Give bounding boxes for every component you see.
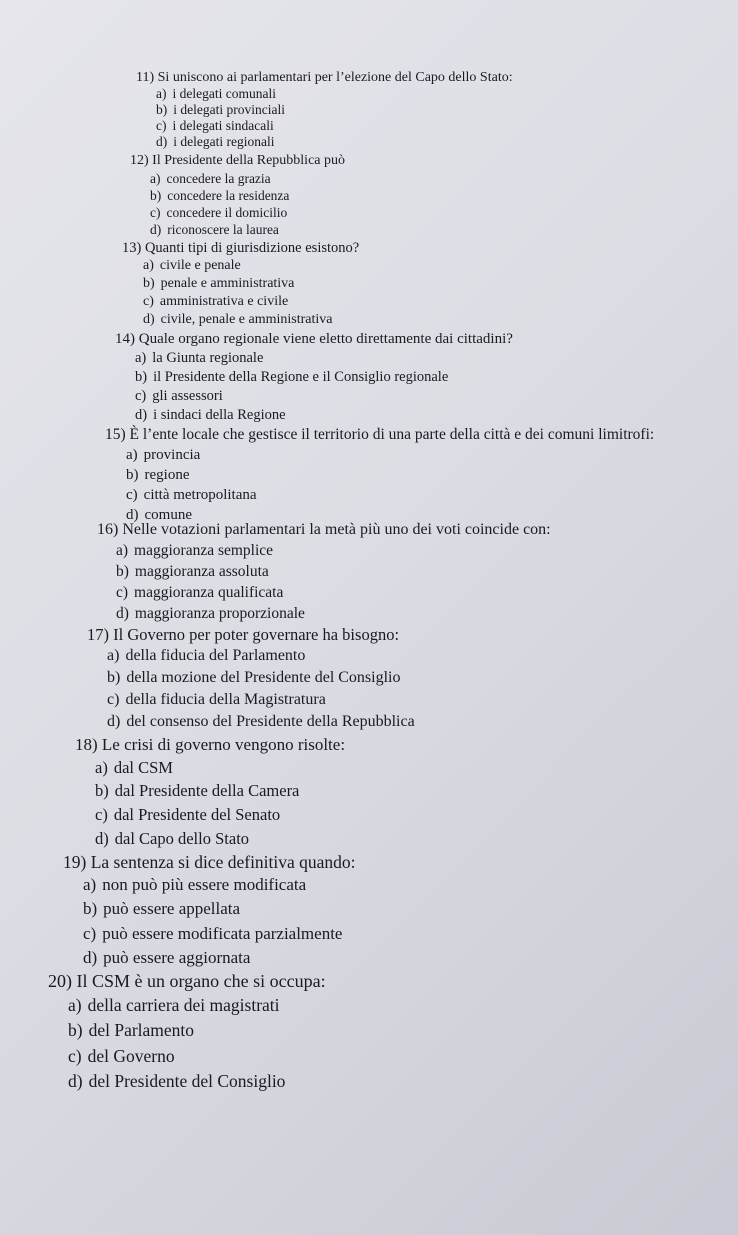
option-12a: a) concedere la grazia [150, 171, 271, 186]
option-16a: a) maggioranza semplice [116, 542, 274, 559]
option-18b: b) dal Presidente della Camera [95, 781, 300, 800]
option-15b: b) regione [126, 467, 190, 483]
option-17a: a) della fiducia del Parlamento [107, 647, 306, 664]
option-20d: d) del Presidente del Consiglio [68, 1071, 286, 1091]
option-11b: b) i delegati provinciali [156, 102, 285, 117]
option-11c: c) i delegati sindacali [156, 118, 274, 133]
question-16: 16) Nelle votazioni parlamentari la metà più uno dei voti coincide con: [97, 521, 551, 538]
option-16d: d) maggioranza proporzionale [116, 605, 305, 622]
option-11a: a) i delegati comunali [156, 86, 276, 101]
question-19: 19) La sentenza si dice definitiva quando: [63, 852, 356, 872]
option-19d: d) può essere aggiornata [83, 948, 251, 967]
option-12c: c) concedere il domicilio [150, 205, 288, 220]
question-18: 18) Le crisi di governo vengono risolte: [75, 735, 346, 754]
question-20: 20) Il CSM è un organo che si occupa: [48, 971, 326, 991]
option-18d: d) dal Capo dello Stato [95, 829, 250, 848]
option-15d: d) comune [126, 507, 192, 523]
option-19a: a) non può più essere modificata [83, 875, 307, 894]
option-14b: b) il Presidente della Regione e il Consiglio regionale [135, 369, 449, 385]
question-11: 11) Si uniscono ai parlamentari per l’elezione del Capo dello Stato: [136, 70, 513, 85]
option-17d: d) del consenso del Presidente della Repubblica [107, 713, 415, 730]
question-14: 14) Quale organo regionale viene eletto direttamente dai cittadini? [115, 331, 513, 347]
option-13b: b) penale e amministrativa [143, 276, 295, 291]
option-18a: a) dal CSM [95, 758, 173, 777]
option-20a: a) della carriera dei magistrati [68, 995, 280, 1015]
option-17c: c) della fiducia della Magistratura [107, 691, 326, 708]
option-18c: c) dal Presidente del Senato [95, 805, 281, 824]
option-13a: a) civile e penale [143, 258, 241, 273]
option-19c: c) può essere modificata parzialmente [83, 924, 343, 943]
option-14d: d) i sindaci della Regione [135, 407, 286, 423]
option-12b: b) concedere la residenza [150, 188, 290, 203]
option-20b: b) del Parlamento [68, 1020, 195, 1040]
option-12d: d) riconoscere la laurea [150, 222, 279, 237]
option-19b: b) può essere appellata [83, 899, 241, 918]
question-17: 17) Il Governo per poter governare ha bisogno: [87, 625, 400, 644]
option-16c: c) maggioranza qualificata [116, 584, 284, 601]
option-13d: d) civile, penale e amministrativa [143, 312, 333, 327]
option-15c: c) città metropolitana [126, 487, 257, 503]
question-12: 12) Il Presidente della Repubblica può [130, 153, 345, 168]
option-16b: b) maggioranza assoluta [116, 563, 269, 580]
option-14c: c) gli assessori [135, 388, 223, 404]
option-15a: a) provincia [126, 447, 201, 463]
question-13: 13) Quanti tipi di giurisdizione esistono? [122, 240, 360, 256]
option-20c: c) del Governo [68, 1046, 175, 1066]
option-13c: c) amministrativa e civile [143, 294, 289, 309]
question-15: 15) È l’ente locale che gestisce il territorio di una parte della città e dei comuni limitrofi: [105, 426, 655, 443]
option-14a: a) la Giunta regionale [135, 350, 264, 366]
option-17b: b) della mozione del Presidente del Consiglio [107, 669, 401, 686]
option-11d: d) i delegati regionali [156, 134, 275, 149]
